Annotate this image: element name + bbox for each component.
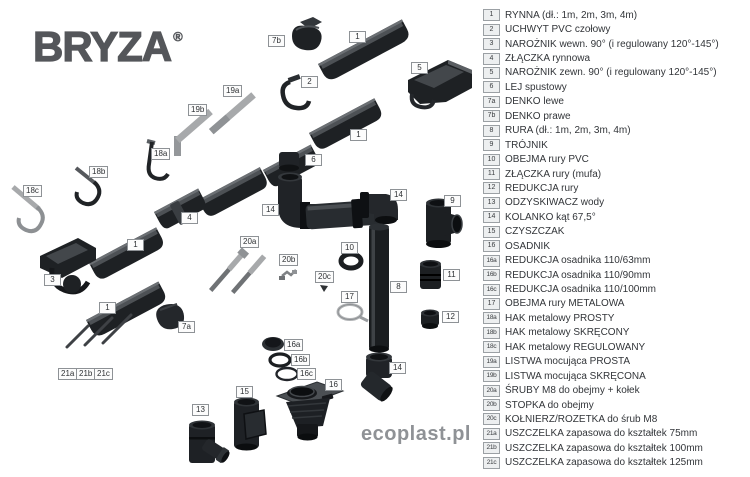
legend-num-16a: 16a (483, 255, 500, 267)
legend-item-20b (483, 398, 749, 412)
part-odzyskiwacz (189, 421, 232, 465)
legend-num-20c: 20c (483, 413, 500, 425)
callout-5: 5 (411, 62, 428, 74)
legend-num-16b: 16b (483, 269, 500, 281)
legend-label: CZYSZCZAK (505, 226, 565, 238)
callout-18c: 18c (23, 185, 42, 197)
legend-label: RURA (dł.: 1m, 2m, 3m, 4m) (505, 125, 631, 137)
callout-15: 15 (236, 386, 253, 398)
legend-item-17 (483, 297, 749, 311)
legend-item-14 (483, 210, 749, 224)
callout-21b: 21b (76, 368, 95, 380)
legend-item-16 (483, 239, 749, 253)
legend-item-21a (483, 427, 749, 441)
callout-16: 16 (325, 379, 342, 391)
callout-12: 12 (442, 311, 459, 323)
part-rynna-3 (198, 167, 270, 218)
callout-8: 8 (390, 281, 407, 293)
legend-item-11 (483, 167, 749, 181)
legend-num-16: 16 (483, 240, 500, 252)
legend-item-20a (483, 383, 749, 397)
legend-num-18b: 18b (483, 327, 500, 339)
legend-num-13: 13 (483, 197, 500, 209)
callout-19b: 19b (188, 104, 207, 116)
legend-num-5: 5 (483, 67, 500, 79)
legend-item-10 (483, 152, 749, 166)
part-redukcja-rury (421, 310, 439, 330)
legend-label: RYNNA (dł.: 1m, 2m, 3m, 4m) (505, 9, 638, 21)
legend-num-21b: 21b (483, 442, 500, 454)
callout-1: 1 (99, 302, 116, 314)
callout-9: 9 (444, 195, 461, 207)
legend-num-18c: 18c (483, 341, 500, 353)
legend-item-18a (483, 311, 749, 325)
legend-num-4: 4 (483, 53, 500, 65)
legend-label: NAROŻNIK zewn. 90° (i regulowany 120°-145°) (505, 67, 717, 79)
part-rynna-top (318, 19, 412, 82)
legend-label: STOPKA do obejmy (505, 399, 594, 411)
callout-11: 11 (443, 269, 460, 281)
legend-label: ZŁĄCZKA rury (mufa) (505, 168, 602, 180)
legend-item-16b (483, 268, 749, 282)
legend-num-15: 15 (483, 226, 500, 238)
legend-item-20c (483, 412, 749, 426)
callout-3: 3 (44, 274, 61, 286)
legend-label: REDUKCJA osadnika 110/63mm (505, 255, 651, 267)
legend-item-7a (483, 95, 749, 109)
callout-18a: 18a (151, 148, 170, 160)
callout-14: 14 (389, 362, 406, 374)
legend-label: HAK metalowy REGULOWANY (505, 341, 646, 353)
part-stopka (279, 270, 297, 280)
legend-label: LISTWA mocująca SKRĘCONA (505, 370, 646, 382)
legend-num-20a: 20a (483, 385, 500, 397)
legend-num-19a: 19a (483, 356, 500, 368)
legend-num-19b: 19b (483, 370, 500, 382)
legend-label: HAK metalowy SKRĘCONY (505, 327, 630, 339)
watermark: ecoplast.pl (361, 423, 471, 445)
legend-label: KOLANKO kąt 67,5° (505, 211, 596, 223)
legend-label: HAK metalowy PROSTY (505, 312, 615, 324)
part-rynna-4 (89, 227, 166, 281)
part-zlaczka-rynnowa (154, 189, 208, 231)
legend-item-5 (483, 66, 749, 80)
legend-num-12: 12 (483, 182, 500, 194)
legend-label: UCHWYT PVC czołowy (505, 24, 611, 36)
callout-14: 14 (262, 204, 279, 216)
callout-1: 1 (350, 129, 367, 141)
callout-21c: 21c (94, 368, 113, 380)
legend-item-18b (483, 326, 749, 340)
legend-label: ODZYSKIWACZ wody (505, 197, 605, 209)
callout-7a: 7a (178, 321, 195, 333)
legend-num-8: 8 (483, 125, 500, 137)
legend-item-21b (483, 441, 749, 455)
legend-label: OBEJMA rury METALOWA (505, 298, 625, 310)
legend-num-20b: 20b (483, 399, 500, 411)
callout-20a: 20a (240, 236, 259, 248)
legend-label: KOŁNIERZ/ROZETKA do śrub M8 (505, 413, 658, 425)
legend-item-15 (483, 225, 749, 239)
part-rura (369, 224, 389, 353)
part-lej-spustowy (279, 152, 299, 172)
callout-16a: 16a (284, 339, 303, 351)
legend-item-12 (483, 181, 749, 195)
legend-item-1 (483, 8, 749, 22)
legend-item-19a (483, 355, 749, 369)
part-kolanko-bottom (359, 353, 395, 404)
callout-13: 13 (192, 404, 209, 416)
legend-label: REDUKCJA osadnika 110/90mm (505, 269, 651, 281)
legend-num-14: 14 (483, 211, 500, 223)
legend-item-16c (483, 282, 749, 296)
callout-17: 17 (341, 291, 358, 303)
part-redukcja-osadnika-c (277, 368, 298, 380)
part-denko-prawe (292, 17, 322, 50)
legend-num-18a: 18a (483, 312, 500, 324)
legend-item-6 (483, 80, 749, 94)
legend-label: DENKO prawe (505, 110, 571, 122)
callout-4: 4 (181, 212, 198, 224)
part-sruby-m8 (207, 247, 266, 294)
legend-num-7a: 7a (483, 96, 500, 108)
legend-item-19b (483, 369, 749, 383)
part-mufa (420, 260, 441, 289)
legend-label: USZCZELKA zapasowa do kształtek 100mm (505, 442, 703, 454)
callout-1: 1 (349, 31, 366, 43)
legend-label: REDUKCJA rury (505, 182, 579, 194)
callout-10: 10 (341, 242, 358, 254)
legend-item-13 (483, 196, 749, 210)
legend-num-9: 9 (483, 139, 500, 151)
brand-name: BRYZA (33, 23, 172, 70)
part-obejma-metalowa (338, 305, 368, 322)
callout-19a: 19a (223, 85, 242, 97)
legend-item-7b (483, 109, 749, 123)
legend-label: OBEJMA rury PVC (505, 154, 589, 166)
legend-label: USZCZELKA zapasowa do kształtek 75mm (505, 428, 698, 440)
legend-label: USZCZELKA zapasowa do kształtek 125mm (505, 457, 703, 469)
legend-num-3: 3 (483, 38, 500, 50)
callout-14: 14 (390, 189, 407, 201)
legend-label: TRÓJNIK (505, 139, 548, 151)
part-redukcja-osadnika-a (262, 337, 284, 351)
legend-label: ŚRUBY M8 do obejmy + kołek (505, 385, 640, 397)
legend-label: DENKO lewe (505, 96, 564, 108)
callout-18b: 18b (89, 166, 108, 178)
legend-num-6: 6 (483, 81, 500, 93)
legend-item-16a (483, 253, 749, 267)
part-rynna-2 (309, 98, 384, 151)
legend-num-10: 10 (483, 154, 500, 166)
part-rozetka (320, 285, 328, 292)
callout-16b: 16b (291, 354, 310, 366)
legend-item-9 (483, 138, 749, 152)
legend-num-21c: 21c (483, 457, 500, 469)
legend-num-21a: 21a (483, 428, 500, 440)
legend-num-7b: 7b (483, 110, 500, 122)
legend-label: NAROŻNIK wewn. 90° (i regulowany 120°-145°) (505, 38, 719, 50)
legend-item-2 (483, 22, 749, 36)
legend-num-17: 17 (483, 298, 500, 310)
parts-legend (483, 8, 749, 470)
legend-label: LISTWA mocująca PROSTA (505, 356, 631, 368)
legend-num-1: 1 (483, 9, 500, 21)
legend-num-16c: 16c (483, 284, 500, 296)
callout-2: 2 (301, 76, 318, 88)
legend-item-3 (483, 37, 749, 51)
callout-7b: 7b (268, 35, 285, 47)
part-listwa-prosta (209, 92, 256, 134)
callout-20b: 20b (279, 254, 298, 266)
legend-label: REDUKCJA osadnika 110/100mm (505, 284, 656, 296)
legend-item-8 (483, 124, 749, 138)
part-czyszczak (234, 398, 266, 451)
part-redukcja-osadnika-b (270, 354, 290, 366)
callout-1: 1 (127, 239, 144, 251)
legend-label: OSADNIK (505, 240, 551, 252)
legend-item-21c (483, 456, 749, 470)
legend-item-4 (483, 51, 749, 65)
callout-21a: 21a (58, 368, 77, 380)
callout-20c: 20c (315, 271, 334, 283)
registered-mark: ® (173, 29, 182, 44)
legend-label: LEJ spustowy (505, 81, 567, 93)
legend-label: ZŁĄCZKA rynnowa (505, 53, 591, 65)
legend-item-18c (483, 340, 749, 354)
callout-6: 6 (305, 154, 322, 166)
callout-16c: 16c (297, 368, 316, 380)
legend-num-11: 11 (483, 168, 500, 180)
legend-num-2: 2 (483, 24, 500, 36)
